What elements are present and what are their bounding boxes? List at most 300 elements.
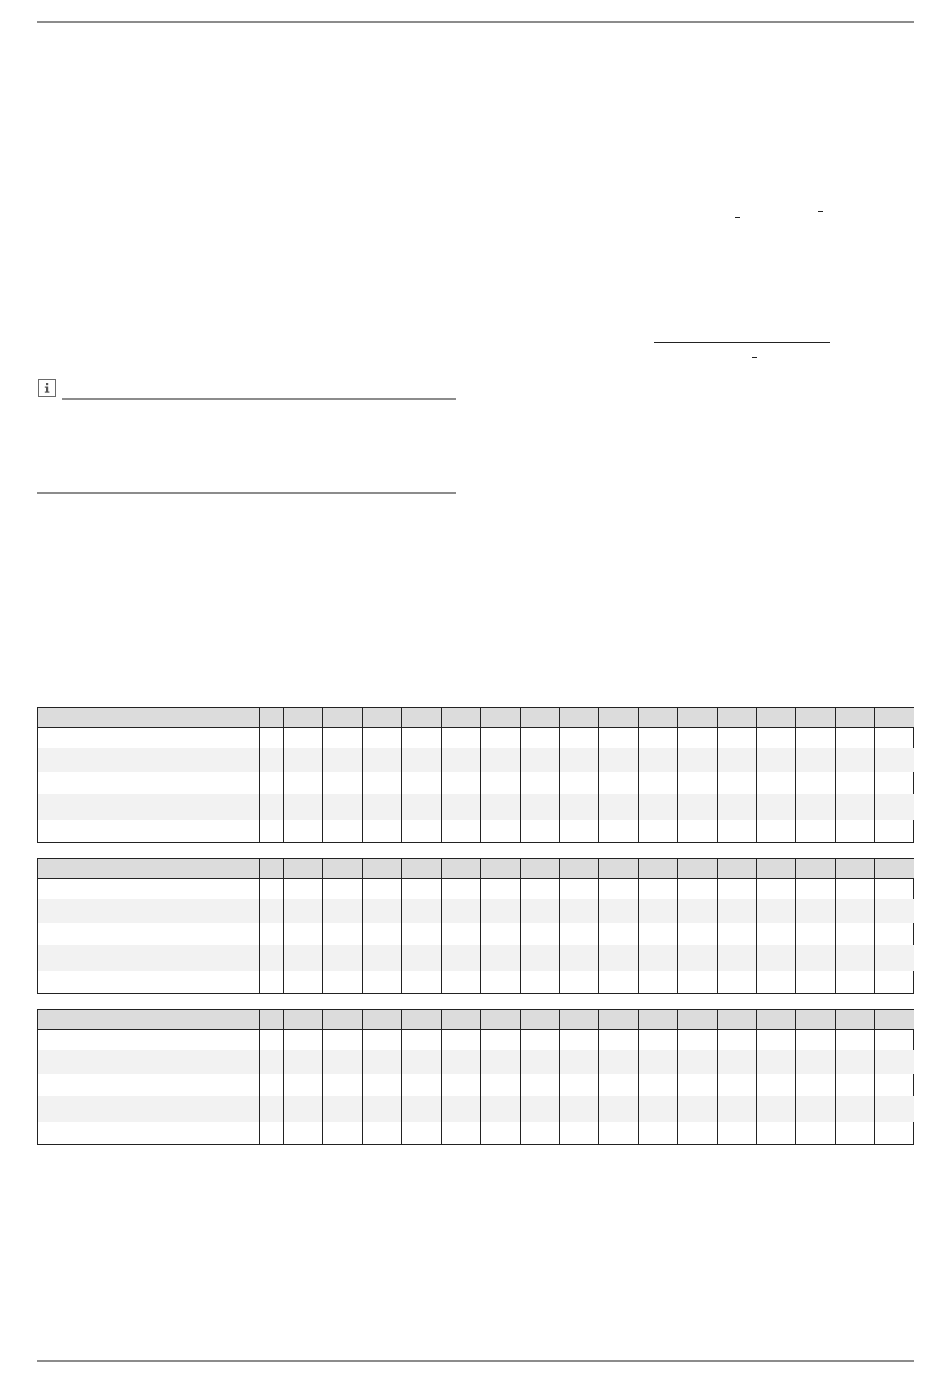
table-cell <box>441 1074 480 1096</box>
table-cell <box>638 772 677 794</box>
table-cell <box>441 879 480 899</box>
table-header-cell <box>362 859 401 879</box>
table-header-cell <box>259 859 283 879</box>
table-cell <box>874 748 913 772</box>
table-cell <box>795 728 834 748</box>
table-cell <box>480 794 519 820</box>
table-header-cell <box>520 708 559 728</box>
table-cell <box>717 879 756 899</box>
table-header-cell <box>480 859 519 879</box>
table-cell <box>520 772 559 794</box>
table-cell <box>677 1074 716 1096</box>
table-cell <box>362 1030 401 1050</box>
table-cell <box>638 794 677 820</box>
table-cell <box>259 772 283 794</box>
table-cell <box>835 794 874 820</box>
table-cell <box>322 772 361 794</box>
table-cell <box>559 772 598 794</box>
table-cell <box>259 899 283 923</box>
table-cell <box>874 728 913 748</box>
table-cell <box>638 899 677 923</box>
table-cell <box>283 971 322 993</box>
formula-dash-1 <box>735 217 740 218</box>
table-cell <box>38 945 259 971</box>
table-cell <box>795 923 834 945</box>
table-cell <box>717 748 756 772</box>
table-cell <box>717 772 756 794</box>
table-cell <box>520 1096 559 1122</box>
table-cell <box>283 748 322 772</box>
table-cell <box>598 728 637 748</box>
table-header-cell <box>480 1010 519 1030</box>
table-cell <box>598 923 637 945</box>
table-cell <box>677 1122 716 1144</box>
table-cell <box>441 1122 480 1144</box>
table-cell <box>520 1050 559 1074</box>
table-cell <box>835 923 874 945</box>
table-cell <box>283 728 322 748</box>
table-cell <box>322 923 361 945</box>
table-cell <box>677 1096 716 1122</box>
table-header-cell <box>38 1010 259 1030</box>
table-cell <box>598 1096 637 1122</box>
table-header-cell <box>756 859 795 879</box>
table-header-cell <box>401 1010 440 1030</box>
table-cell <box>835 971 874 993</box>
table-cell <box>259 748 283 772</box>
table-header-cell <box>598 859 637 879</box>
table-cell <box>756 748 795 772</box>
table-cell <box>441 1030 480 1050</box>
table-cell <box>598 748 637 772</box>
table-cell <box>259 728 283 748</box>
table-cell <box>559 748 598 772</box>
table-cell <box>520 879 559 899</box>
table-cell <box>401 971 440 993</box>
table-header-cell <box>677 859 716 879</box>
table-cell <box>756 820 795 842</box>
table-cell <box>795 879 834 899</box>
table-cell <box>401 1096 440 1122</box>
table-cell <box>795 772 834 794</box>
table-cell <box>38 820 259 842</box>
table-cell <box>441 748 480 772</box>
table-cell <box>283 879 322 899</box>
table-header-cell <box>441 708 480 728</box>
table-cell <box>322 899 361 923</box>
table-cell <box>259 971 283 993</box>
table-header-cell <box>795 708 834 728</box>
footer-rule <box>37 1360 914 1362</box>
table-cell <box>756 794 795 820</box>
table-cell <box>874 794 913 820</box>
table-cell <box>717 820 756 842</box>
table-cell <box>559 820 598 842</box>
table-cell <box>874 923 913 945</box>
table-header-cell <box>520 1010 559 1030</box>
table-cell <box>677 772 716 794</box>
table-header-cell <box>835 859 874 879</box>
table-cell <box>795 794 834 820</box>
table-cell <box>677 794 716 820</box>
table-cell <box>756 971 795 993</box>
table-cell <box>401 820 440 842</box>
table-cell <box>756 923 795 945</box>
table-cell <box>638 820 677 842</box>
table-cell <box>756 1074 795 1096</box>
table-cell <box>717 1122 756 1144</box>
table-cell <box>835 748 874 772</box>
table-header-cell <box>874 708 913 728</box>
table-cell <box>598 1050 637 1074</box>
table-header-cell <box>362 708 401 728</box>
table-header-cell <box>322 859 361 879</box>
table-cell <box>559 728 598 748</box>
table-cell <box>38 748 259 772</box>
table-header-cell <box>638 708 677 728</box>
table-cell <box>559 923 598 945</box>
table-cell <box>756 772 795 794</box>
table-header-cell <box>38 859 259 879</box>
table-cell <box>322 748 361 772</box>
table-cell <box>717 971 756 993</box>
table-cell <box>362 971 401 993</box>
table-cell <box>480 820 519 842</box>
table-cell <box>598 945 637 971</box>
table-header-cell <box>401 708 440 728</box>
table-cell <box>795 1030 834 1050</box>
table-cell <box>362 899 401 923</box>
table-cell <box>520 923 559 945</box>
table-cell <box>259 1096 283 1122</box>
table-cell <box>756 728 795 748</box>
table-cell <box>259 794 283 820</box>
table-cell <box>874 1096 913 1122</box>
table-cell <box>401 1074 440 1096</box>
table-cell <box>362 1050 401 1074</box>
table-cell <box>835 1030 874 1050</box>
table-cell <box>756 1030 795 1050</box>
table-cell <box>259 923 283 945</box>
table-cell <box>283 923 322 945</box>
header-rule <box>37 21 914 23</box>
table-cell <box>598 971 637 993</box>
table-cell <box>520 794 559 820</box>
table-cell <box>795 899 834 923</box>
table-cell <box>480 1030 519 1050</box>
table-cell <box>795 1096 834 1122</box>
table-cell <box>520 728 559 748</box>
table-cell <box>441 820 480 842</box>
table-cell <box>874 820 913 842</box>
table-cell <box>322 794 361 820</box>
table-cell <box>756 1096 795 1122</box>
table-cell <box>259 820 283 842</box>
table-cell <box>520 971 559 993</box>
table-header-cell <box>322 708 361 728</box>
table-cell <box>259 879 283 899</box>
table-cell <box>322 1050 361 1074</box>
table-cell <box>441 728 480 748</box>
table-cell <box>520 1030 559 1050</box>
table-cell <box>322 1122 361 1144</box>
table-header-cell <box>874 859 913 879</box>
table-cell <box>520 945 559 971</box>
note-bottom-rule <box>37 492 456 494</box>
table-cell <box>598 899 637 923</box>
table-cell <box>756 899 795 923</box>
table-cell <box>559 1122 598 1144</box>
data-table-3 <box>37 1009 914 1145</box>
table-cell <box>638 1074 677 1096</box>
table-cell <box>441 899 480 923</box>
table-cell <box>835 945 874 971</box>
table-header-cell <box>322 1010 361 1030</box>
table-cell <box>559 971 598 993</box>
table-cell <box>638 1050 677 1074</box>
table-cell <box>795 1074 834 1096</box>
table-cell <box>835 1074 874 1096</box>
table-cell <box>559 1096 598 1122</box>
table-header-cell <box>874 1010 913 1030</box>
table-cell <box>717 1030 756 1050</box>
table-cell <box>401 945 440 971</box>
table-cell <box>283 820 322 842</box>
table-cell <box>362 1074 401 1096</box>
table-cell <box>677 971 716 993</box>
table-header-cell <box>559 1010 598 1030</box>
table-cell <box>441 794 480 820</box>
table-cell <box>717 728 756 748</box>
table-header-cell <box>677 708 716 728</box>
table-cell <box>322 1030 361 1050</box>
table-cell <box>362 923 401 945</box>
table-cell <box>259 945 283 971</box>
table-cell <box>38 794 259 820</box>
table-cell <box>677 1050 716 1074</box>
note-top-rule <box>62 398 456 400</box>
table-cell <box>835 879 874 899</box>
table-cell <box>401 728 440 748</box>
table-cell <box>38 1030 259 1050</box>
table-cell <box>480 923 519 945</box>
table-cell <box>322 945 361 971</box>
table-cell <box>322 1074 361 1096</box>
table-header-cell <box>638 1010 677 1030</box>
table-cell <box>638 945 677 971</box>
table-cell <box>362 728 401 748</box>
table-cell <box>38 728 259 748</box>
table-cell <box>638 879 677 899</box>
table-cell <box>362 748 401 772</box>
table-cell <box>677 923 716 945</box>
table-cell <box>401 772 440 794</box>
table-cell <box>441 772 480 794</box>
formula-dash-3 <box>752 357 757 358</box>
table-cell <box>874 1122 913 1144</box>
table-cell <box>362 772 401 794</box>
table-cell <box>795 971 834 993</box>
table-cell <box>638 1122 677 1144</box>
table-header-cell <box>283 708 322 728</box>
table-cell <box>38 1050 259 1074</box>
table-cell <box>835 820 874 842</box>
table-header-cell <box>835 1010 874 1030</box>
table-cell <box>795 1122 834 1144</box>
table-cell <box>283 794 322 820</box>
table-cell <box>677 820 716 842</box>
table-cell <box>480 1096 519 1122</box>
table-cell <box>835 772 874 794</box>
data-table-2 <box>37 858 914 994</box>
table-cell <box>874 1030 913 1050</box>
table-cell <box>322 728 361 748</box>
table-header-cell <box>441 1010 480 1030</box>
table-cell <box>874 772 913 794</box>
table-header-cell <box>756 708 795 728</box>
table-cell <box>795 945 834 971</box>
table-cell <box>259 1050 283 1074</box>
table-cell <box>322 1096 361 1122</box>
table-cell <box>38 899 259 923</box>
table-cell <box>874 879 913 899</box>
data-table-1 <box>37 707 914 843</box>
table-cell <box>441 1050 480 1074</box>
table-cell <box>598 1122 637 1144</box>
table-cell <box>717 899 756 923</box>
table-cell <box>401 879 440 899</box>
table-cell <box>480 945 519 971</box>
table-cell <box>717 1050 756 1074</box>
table-cell <box>835 899 874 923</box>
table-header-cell <box>717 1010 756 1030</box>
table-cell <box>401 794 440 820</box>
table-cell <box>441 923 480 945</box>
table-header-cell <box>717 859 756 879</box>
table-cell <box>677 879 716 899</box>
table-cell <box>717 945 756 971</box>
table-cell <box>38 1074 259 1096</box>
table-cell <box>322 820 361 842</box>
table-cell <box>559 1030 598 1050</box>
table-cell <box>283 772 322 794</box>
table-cell <box>480 1074 519 1096</box>
table-header-cell <box>401 859 440 879</box>
table-cell <box>559 1050 598 1074</box>
table-cell <box>520 1122 559 1144</box>
table-cell <box>677 945 716 971</box>
table-cell <box>520 1074 559 1096</box>
table-cell <box>401 1122 440 1144</box>
fraction-bar <box>654 342 830 343</box>
table-cell <box>401 899 440 923</box>
table-cell <box>362 879 401 899</box>
table-cell <box>401 1050 440 1074</box>
table-cell <box>362 1096 401 1122</box>
table-cell <box>520 748 559 772</box>
table-cell <box>835 1050 874 1074</box>
table-header-cell <box>559 859 598 879</box>
table-header-cell <box>638 859 677 879</box>
table-cell <box>362 820 401 842</box>
table-cell <box>598 820 637 842</box>
table-cell <box>874 945 913 971</box>
table-cell <box>480 728 519 748</box>
table-header-cell <box>283 1010 322 1030</box>
table-cell <box>874 1050 913 1074</box>
table-cell <box>480 748 519 772</box>
table-header-cell <box>598 708 637 728</box>
table-cell <box>756 1122 795 1144</box>
table-cell <box>480 772 519 794</box>
table-cell <box>795 1050 834 1074</box>
table-cell <box>259 1074 283 1096</box>
table-header-cell <box>520 859 559 879</box>
table-cell <box>638 728 677 748</box>
table-cell <box>441 971 480 993</box>
table-header-cell <box>559 708 598 728</box>
table-cell <box>677 899 716 923</box>
table-cell <box>401 748 440 772</box>
table-cell <box>638 748 677 772</box>
table-cell <box>283 1030 322 1050</box>
table-header-cell <box>38 708 259 728</box>
table-cell <box>283 1074 322 1096</box>
table-cell <box>638 1030 677 1050</box>
table-header-cell <box>598 1010 637 1030</box>
table-header-cell <box>283 859 322 879</box>
table-cell <box>638 923 677 945</box>
table-cell <box>598 1030 637 1050</box>
table-cell <box>795 748 834 772</box>
table-cell <box>38 1096 259 1122</box>
table-cell <box>362 794 401 820</box>
table-cell <box>38 1122 259 1144</box>
table-header-cell <box>795 1010 834 1030</box>
table-cell <box>283 899 322 923</box>
table-cell <box>598 879 637 899</box>
formula-dash-2 <box>818 211 823 212</box>
table-cell <box>874 1074 913 1096</box>
table-cell <box>756 1050 795 1074</box>
table-cell <box>520 820 559 842</box>
table-cell <box>38 772 259 794</box>
table-cell <box>795 820 834 842</box>
table-header-cell <box>362 1010 401 1030</box>
table-header-cell <box>835 708 874 728</box>
table-cell <box>598 794 637 820</box>
table-cell <box>638 971 677 993</box>
table-cell <box>259 1122 283 1144</box>
table-cell <box>874 971 913 993</box>
table-cell <box>638 1096 677 1122</box>
table-cell <box>756 879 795 899</box>
table-header-cell <box>480 708 519 728</box>
table-cell <box>677 1030 716 1050</box>
table-cell <box>38 971 259 993</box>
table-header-cell <box>259 708 283 728</box>
table-header-cell <box>717 708 756 728</box>
info-icon <box>38 379 56 397</box>
table-cell <box>717 794 756 820</box>
table-cell <box>441 1096 480 1122</box>
table-header-cell <box>441 859 480 879</box>
table-header-cell <box>677 1010 716 1030</box>
table-cell <box>717 923 756 945</box>
table-cell <box>480 879 519 899</box>
table-cell <box>322 879 361 899</box>
table-header-cell <box>756 1010 795 1030</box>
